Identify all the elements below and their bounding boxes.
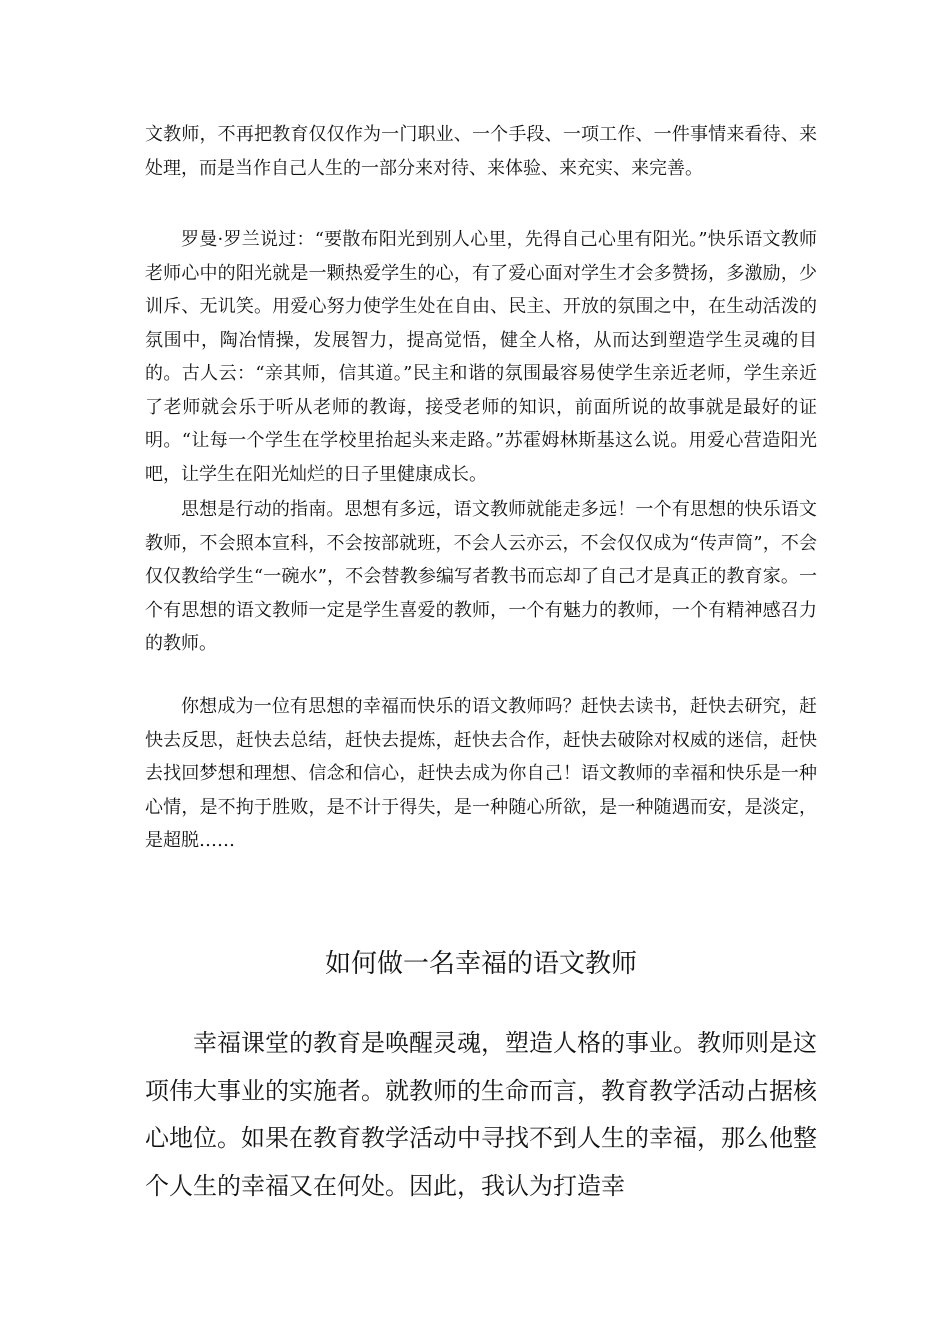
paragraph-romain-rolland: 罗曼·罗兰说过：“要散布阳光到别人心里，先得自己心里有阳光。”快乐语文教师老师心中的阳光就是一颗热爱学生的心，有了爱心面对学生才会多赞扬，多激励，少训斥、无讥笑。用爱心努力使学生处在自由、民主、开放的氛围之中，在生动活泼的氛围中，陶冶情操，发展智力，提高觉悟，健全人格，从而达到塑造学生灵魂的目的。古人云：“亲其师，信其道。”民主和谐的氛围最容易使学生亲近老师，学生亲近了老师就会乐于听从老师的教诲，接受老师的知识，前面所说的故事就是最好的证明。“让每一个学生在学校里抬起头来走路。”苏霍姆林斯基这么说。用爱心营造阳光吧，让学生在阳光灿烂的日子里健康成长。	[145, 229, 817, 485]
paragraph-continuation: 文教师，不再把教育仅仅作为一门职业、一个手段、一项工作、一件事情来看待、来处理，而是当作自己人生的一部分来对待、来体验、来充实、来完善。	[145, 124, 817, 179]
section-title: 如何做一名幸福的语文教师	[324, 949, 637, 979]
paragraph-call-to-action: 你想成为一位有思想的幸福而快乐的语文教师吗？赶快去读书，赶快去研究，赶快去反思，赶快去总结，赶快去提炼，赶快去合作，赶快去破除对权威的迷信，赶快去找回梦想和理想、信念和信心，赶快去成为你自己！语文教师的幸福和快乐是一种心情，是不拘于胜败，是不计于得失，是一种随心所欲，是一种随遇而安，是淡定，是超脱……	[145, 696, 817, 851]
paragraph-thought: 思想是行动的指南。思想有多远，语文教师就能走多远！一个有思想的快乐语文教师，不会照本宣科，不会按部就班，不会人云亦云，不会仅仅成为“传声筒”，不会仅仅教给学生“一碗水”，不会替教参编写者教书而忘却了自己才是真正的教育家。一个有思想的语文教师一定是学生喜爱的教师，一个有魅力的教师，一个有精神感召力的教师。	[145, 499, 817, 654]
section-body-paragraph: 幸福课堂的教育是唤醒灵魂，塑造人格的事业。教师则是这项伟大事业的实施者。就教师的生命而言，教育教学活动占据核心地位。如果在教育教学活动中寻找不到人生的幸福，那么他整个人生的幸福又在何处。因此，我认为打造幸	[145, 1029, 817, 1200]
